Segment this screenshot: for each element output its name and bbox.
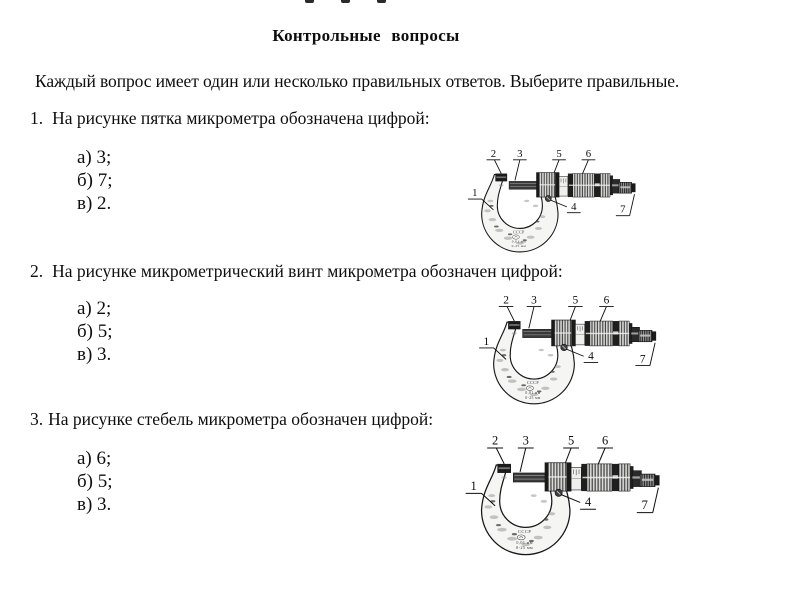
question-2-options — [77, 297, 113, 366]
question-3-options — [77, 447, 113, 516]
question-text: На рисунке стебель микрометра обозначен цифрой: — [48, 409, 434, 429]
question-1-options — [77, 146, 113, 215]
micrometer-figure-2 — [475, 291, 682, 407]
question-text: На рисунке микрометрический винт микрометра обозначен цифрой: — [52, 261, 563, 281]
micrometer-figure-1 — [464, 145, 660, 255]
clipped-text-artifact — [305, 0, 314, 3]
clipped-text-artifact — [341, 0, 350, 3]
question-number: 3. — [30, 409, 44, 429]
intro-text: Каждый вопрос имеет один или несколько правильных ответов. Выберите правильные. — [35, 71, 680, 91]
option-line: б) 5; — [77, 471, 113, 492]
question-3-heading — [30, 409, 433, 430]
question-number: 1. — [30, 108, 44, 128]
micrometer-figure-3 — [461, 431, 688, 558]
question-2-heading — [30, 261, 563, 282]
question-1-heading — [30, 108, 430, 129]
option-line: б) 7; — [77, 170, 113, 191]
clipped-text-artifact — [377, 0, 386, 3]
page-title: Контрольные вопросы — [272, 26, 460, 45]
option-line: в) 2. — [77, 193, 112, 214]
option-line: б) 5; — [77, 321, 113, 342]
option-line: в) 3. — [77, 494, 112, 515]
option-line: а) 3; — [77, 147, 112, 168]
question-number: 2. — [30, 261, 44, 281]
option-line: а) 6; — [77, 448, 112, 469]
option-line: в) 3. — [77, 344, 112, 365]
question-text: На рисунке пятка микрометра обозначена цифрой: — [52, 108, 430, 128]
option-line: а) 2; — [77, 298, 112, 319]
